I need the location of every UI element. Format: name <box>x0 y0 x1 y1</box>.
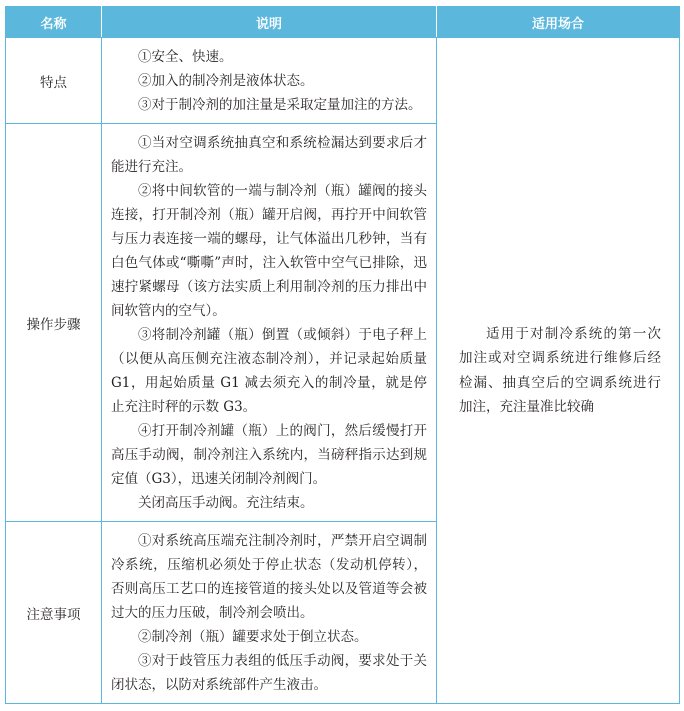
paragraph: ②将中间软管的一端与制冷剂（瓶）罐阀的接头连接，打开制冷剂（瓶）罐开启阀，再拧开中间软管与压力表连接一端的螺母，让气体溢出几秒钟，当有白色气体或“嘶嘶”声时，注入软管中空气已排除，迅速拧紧螺母（该方法实质上利用制冷剂的压力排出中间软管内的空气）。 <box>111 183 427 319</box>
header-name: 名称 <box>6 7 102 38</box>
paragraph: 关闭高压手动阀。充注结束。 <box>138 495 314 511</box>
row-description-notes <box>102 522 437 704</box>
paragraph: ①当对空调系统抽真空和系统检漏达到要求后才能进行充注。 <box>111 135 427 175</box>
paragraph: ③对于制冷剂的加注量是采取定量加注的方法。 <box>138 97 422 113</box>
applicable-scene-text: 适用于对制冷系统的第一次加注或对空调系统进行维修后经检漏、抽真空后的空调系统进行加注，充注量准比较确 <box>459 325 661 415</box>
paragraph: ①安全、快速。 <box>138 49 233 65</box>
paragraph: ②加入的制冷剂是液体状态。 <box>138 73 314 89</box>
table-row-features <box>6 38 680 124</box>
row-name-steps: 操作步骤 <box>6 124 102 522</box>
applicable-scene-cell <box>437 38 680 704</box>
paragraph: ③对于歧管压力表组的低压手动阀，要求处于关闭状态，以防对系统部件产生液击。 <box>111 653 427 693</box>
paragraph: ①对系统高压端充注制冷剂时，严禁开启空调制冷系统，压缩机必须处于停止状态（发动机停转），否则高压工艺口的连接管道的接头处以及管道等会被过大的压力压破，制冷剂会喷出。 <box>111 533 427 621</box>
row-description-steps <box>102 124 437 522</box>
paragraph: ③将制冷剂罐（瓶）倒置（或倾斜）于电子秤上（以便从高压侧充注液态制冷剂），并记录起始质量 G1，用起始质量 G1 减去须充入的制冷量，就是停止充注时秤的示数 G3。 <box>111 327 427 415</box>
row-name-features: 特点 <box>6 38 102 124</box>
row-name-notes: 注意事项 <box>6 522 102 704</box>
header-description: 说明 <box>102 7 437 38</box>
row-description-features <box>102 38 437 124</box>
paragraph: ②制冷剂（瓶）罐要求处于倒立状态。 <box>138 629 368 645</box>
header-row <box>6 7 680 38</box>
header-applicable-scene: 适用场合 <box>437 7 680 38</box>
paragraph: ④打开制冷剂罐（瓶）上的阀门，然后缓慢打开高压手动阀，制冷剂注入系统内，当磅秤指示达到规定值（G3），迅速关闭制冷剂阀门。 <box>111 423 427 487</box>
refrigerant-charging-table <box>5 6 680 704</box>
